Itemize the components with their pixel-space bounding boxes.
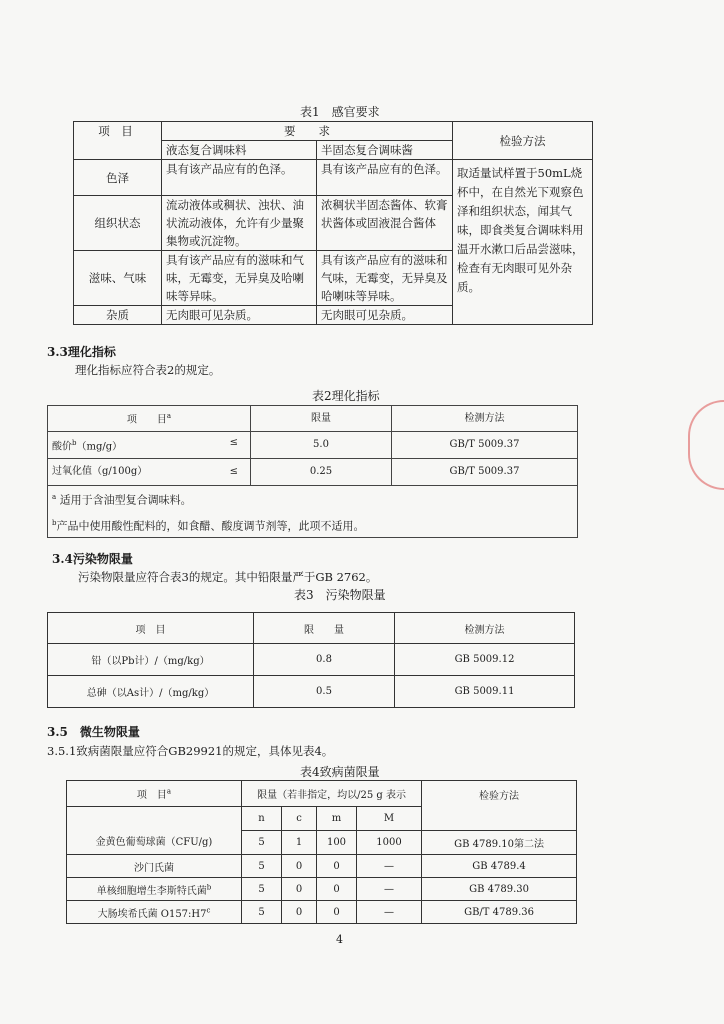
method-text: 取适量试样置于50mL烧杯中，在自然光下观察色泽和组织状态，闻其气味，即食类复合调味料用温开水漱口后品尝滋味，检查有无肉眼可见外杂质。 [453, 160, 593, 325]
row-item: 过氧化值（g/100g） ≤ [48, 459, 251, 486]
row-liquid: 无肉眼可见杂质。 [162, 306, 317, 325]
row-method: GB 5009.12 [395, 644, 575, 676]
row-limit: 5.0 [251, 432, 392, 459]
row-m: 0 [317, 901, 357, 924]
row-item: 杂质 [74, 306, 162, 325]
page-number: 4 [336, 933, 343, 946]
header-method: 检测方法 [392, 406, 578, 432]
header-item: 项 目$^a$ [48, 406, 251, 432]
row-semisolid: 具有该产品应有的滋味和气味，无霉变，无异臭及哈喇味等异味。 [317, 251, 453, 306]
row-M: 1000 [357, 831, 422, 855]
row-item: 总砷（以As计）/（mg/kg） [48, 676, 254, 708]
row-method: GB 5009.11 [395, 676, 575, 708]
table4-caption: 表4致病菌限量 [300, 765, 380, 779]
row-item: 大肠埃希氏菌 O157:H7$^c$ [67, 901, 242, 924]
section-3-3-heading: 3.3理化指标 [47, 345, 116, 359]
header-method: 检验方法 [422, 781, 577, 831]
row-method: GB 4789.10第二法 [422, 831, 577, 855]
sensory-requirements-table [73, 121, 593, 325]
row-limit: 0.8 [254, 644, 395, 676]
row-method: GB 4789.30 [422, 878, 577, 901]
physicochemical-table [47, 405, 578, 538]
row-item: 组织状态 [74, 196, 162, 251]
header-item: 项 目 [74, 122, 162, 160]
row-n: 5 [242, 901, 282, 924]
row-M: — [357, 855, 422, 878]
row-M: — [357, 878, 422, 901]
table2-caption: 表2理化指标 [312, 389, 380, 403]
row-method: GB/T 4789.36 [422, 901, 577, 924]
red-seal-stamp [688, 400, 724, 490]
section-3-5-heading: 3.5 微生物限量 [47, 725, 140, 739]
row-method: GB 4789.4 [422, 855, 577, 878]
sub-header-M: M [357, 807, 422, 831]
section-3-5-text: 3.5.1致病菌限量应符合GB29921的规定，具体见表4。 [47, 744, 334, 758]
header-method: 检验方法 [453, 122, 593, 160]
sub-header-c: c [282, 807, 317, 831]
row-m: 100 [317, 831, 357, 855]
row-item: 滋味、气味 [74, 251, 162, 306]
row-c: 0 [282, 901, 317, 924]
table1-caption: 表1 感官要求 [300, 105, 380, 119]
section-3-4-heading: 3.4污染物限量 [52, 552, 133, 566]
row-liquid: 具有该产品应有的色泽。 [162, 160, 317, 196]
section-3-3-text: 理化指标应符合表2的规定。 [75, 363, 221, 377]
header-liquid: 液态复合调味料 [162, 141, 317, 160]
note-b: $^b$产品中使用酸性配料的，如食醋、酸度调节剂等，此项不适用。 [52, 518, 365, 533]
row-limit: 0.5 [254, 676, 395, 708]
header-limit: 限量（若非指定，均以/25 g 表示 [242, 781, 422, 807]
row-c: 0 [282, 878, 317, 901]
row-item: 铅（以Pb计）/（mg/kg） [48, 644, 254, 676]
row-item: 沙门氏菌 [67, 855, 242, 878]
row-n: 5 [242, 831, 282, 855]
sub-header-m: m [317, 807, 357, 831]
header-limit: 限量 [251, 406, 392, 432]
table3-caption: 表3 污染物限量 [294, 588, 386, 602]
row-semisolid: 浓稠状半固态酱体、软膏状酱体或固液混合酱体 [317, 196, 453, 251]
row-n: 5 [242, 878, 282, 901]
header-limit: 限 量 [254, 613, 395, 644]
header-method: 检测方法 [395, 613, 575, 644]
header-item: 项 目 [48, 613, 254, 644]
table2-notes [48, 486, 578, 538]
header-requirements: 要 求 [162, 122, 453, 141]
header-item: 项 目$^a$ [67, 781, 242, 807]
row-method: GB/T 5009.37 [392, 432, 578, 459]
row-item: 色泽 [74, 160, 162, 196]
row-liquid: 流动液体或稠状、浊状、油状流动液体，允许有少量聚集物或沉淀物。 [162, 196, 317, 251]
pathogen-table [66, 780, 577, 924]
row-limit: 0.25 [251, 459, 392, 486]
row-semisolid: 具有该产品应有的色泽。 [317, 160, 453, 196]
sub-header-n: n [242, 807, 282, 831]
row-item: 金黄色葡萄球菌（CFU/g) [67, 807, 242, 855]
row-m: 0 [317, 855, 357, 878]
row-m: 0 [317, 878, 357, 901]
row-method: GB/T 5009.37 [392, 459, 578, 486]
row-c: 0 [282, 855, 317, 878]
row-semisolid: 无肉眼可见杂质。 [317, 306, 453, 325]
row-M: — [357, 901, 422, 924]
header-semisolid: 半固态复合调味酱 [317, 141, 453, 160]
row-liquid: 具有该产品应有的滋味和气味，无霉变，无异臭及哈喇味等异味。 [162, 251, 317, 306]
row-item: 酸价$^b$（mg/g） ≤ [48, 432, 251, 459]
row-n: 5 [242, 855, 282, 878]
contaminant-table [47, 612, 575, 708]
row-c: 1 [282, 831, 317, 855]
note-a: $^a$ 适用于含油型复合调味料。 [52, 493, 192, 507]
section-3-4-text: 污染物限量应符合表3的规定。其中铅限量严于GB 2762。 [78, 570, 378, 584]
row-item: 单核细胞增生李斯特氏菌$^b$ [67, 878, 242, 901]
